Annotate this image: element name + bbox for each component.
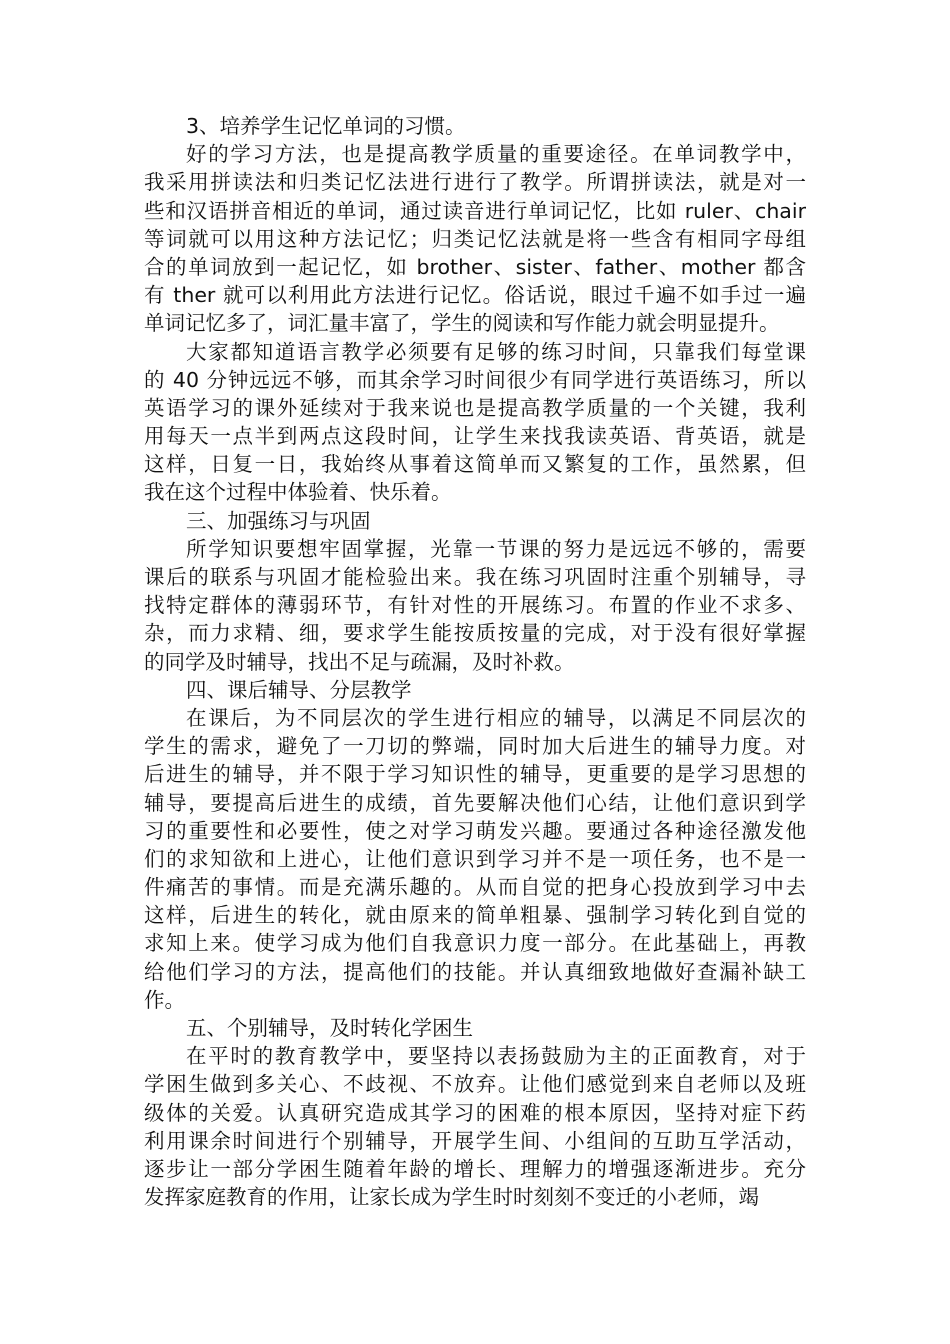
text-line: 合的单词放到一起记忆，如 brother、sister、father、mother 都含 bbox=[144, 254, 806, 279]
text-line: 给他们学习的方法，提高他们的技能。并认真细致地做好查漏补缺工 bbox=[144, 959, 806, 984]
text-line: 英语学习的课外延续对于我来说也是提高教学质量的一个关键，我利 bbox=[144, 395, 806, 420]
heading-text: 四、课后辅导、分层教学 bbox=[186, 677, 412, 702]
text-line: 在课后，为不同层次的学生进行相应的辅导，以满足不同层次的 bbox=[186, 705, 806, 730]
text-line: 我在这个过程中体验着、快乐着。 bbox=[144, 480, 452, 505]
heading-text: 五、个别辅导，及时转化学困生 bbox=[186, 1016, 473, 1040]
text-line: 用每天一点半到两点这段时间，让学生来找我读英语、背英语，就是 bbox=[144, 424, 806, 449]
text-line: 的 40 分钟远远不够，而其余学习时间很少有同学进行英语练习，所以 bbox=[144, 367, 806, 392]
text-line: 们的求知欲和上进心，让他们意识到学习并不是一项任务，也不是一 bbox=[144, 846, 806, 871]
text-line: 利用课余时间进行个别辅导，开展学生间、小组间的互助互学活动， bbox=[144, 1128, 806, 1153]
text-line: 单词记忆多了，词汇量丰富了，学生的阅读和写作能力就会明显提升。 bbox=[144, 311, 780, 336]
text-line: 些和汉语拼音相近的单词，通过读音进行单词记忆，比如 ruler、chair bbox=[144, 198, 806, 223]
section-heading bbox=[144, 1014, 806, 1042]
paragraph bbox=[144, 1042, 806, 1211]
paragraph bbox=[144, 704, 806, 1014]
text-line: 等词就可以用这种方法记忆；归类记忆法就是将一些含有相同字母组 bbox=[144, 226, 806, 251]
text-line: 所学知识要想牢固掌握，光靠一节课的努力是远远不够的，需要 bbox=[186, 536, 806, 561]
text-line: 有 ther 就可以利用此方法进行记忆。俗话说，眼过千遍不如手过一遍 bbox=[144, 283, 806, 308]
text-line: 这样，后进生的转化，就由原来的简单粗暴、强制学习转化到自觉的 bbox=[144, 903, 806, 928]
text-line: 后进生的辅导，并不限于学习知识性的辅导，更重要的是学习思想的 bbox=[144, 762, 806, 787]
section-heading bbox=[144, 676, 806, 704]
text-line: 大家都知道语言教学必须要有足够的练习时间，只靠我们每堂课 bbox=[186, 339, 806, 364]
text-line: 习的重要性和必要性，使之对学习萌发兴趣。要通过各种途径激发他 bbox=[144, 818, 806, 843]
text-line: 求知上来。使学习成为他们自我意识力度一部分。在此基础上，再教 bbox=[144, 931, 806, 956]
text-line: 的同学及时辅导，找出不足与疏漏，及时补救。 bbox=[144, 649, 575, 674]
text-line: 在平时的教育教学中，要坚持以表扬鼓励为主的正面教育，对于 bbox=[186, 1044, 806, 1069]
text-line: 辅导，要提高后进生的成绩，首先要解决他们心结，让他们意识到学 bbox=[144, 790, 806, 815]
text-line: 我采用拼读法和归类记忆法进行进行了教学。所谓拼读法，就是对一 bbox=[144, 170, 806, 195]
text-line: 找特定群体的薄弱环节，有针对性的开展练习。布置的作业不求多、 bbox=[144, 593, 806, 618]
text-line: 这样，日复一日，我始终从事着这简单而又繁复的工作，虽然累，但 bbox=[144, 452, 806, 477]
text-line: 好的学习方法，也是提高教学质量的重要途径。在单词教学中， bbox=[186, 142, 806, 167]
section-heading bbox=[144, 112, 806, 140]
text-line: 级体的关爱。认真研究造成其学习的困难的根本原因，坚持对症下药 bbox=[144, 1100, 806, 1125]
section-heading bbox=[144, 507, 806, 535]
text-line: 逐步让一部分学困生随着年龄的增长、理解力的增强逐渐进步。充分 bbox=[144, 1156, 806, 1181]
text-line: 发挥家庭教育的作用，让家长成为学生时时刻刻不变迁的小老师，竭 bbox=[144, 1185, 759, 1210]
paragraph bbox=[144, 338, 806, 507]
text-line: 学生的需求，避免了一刀切的弊端，同时加大后进生的辅导力度。对 bbox=[144, 734, 806, 759]
text-line: 作。 bbox=[144, 987, 185, 1012]
text-line: 学困生做到多关心、不歧视、不放弃。让他们感觉到来自老师以及班 bbox=[144, 1072, 806, 1097]
paragraph bbox=[144, 535, 806, 676]
text-line: 课后的联系与巩固才能检验出来。我在练习巩固时注重个别辅导，寻 bbox=[144, 565, 806, 589]
heading-text: 三、加强练习与巩固 bbox=[186, 508, 371, 533]
heading-text: 3、培养学生记忆单词的习惯。 bbox=[186, 114, 466, 138]
paragraph bbox=[144, 140, 806, 337]
text-line: 杂，而力求精、细，要求学生能按质按量的完成，对于没有很好掌握 bbox=[144, 621, 806, 646]
text-line: 件痛苦的事情。而是充满乐趣的。从而自觉的把身心投放到学习中去 bbox=[144, 875, 806, 900]
document-page bbox=[144, 112, 806, 1211]
